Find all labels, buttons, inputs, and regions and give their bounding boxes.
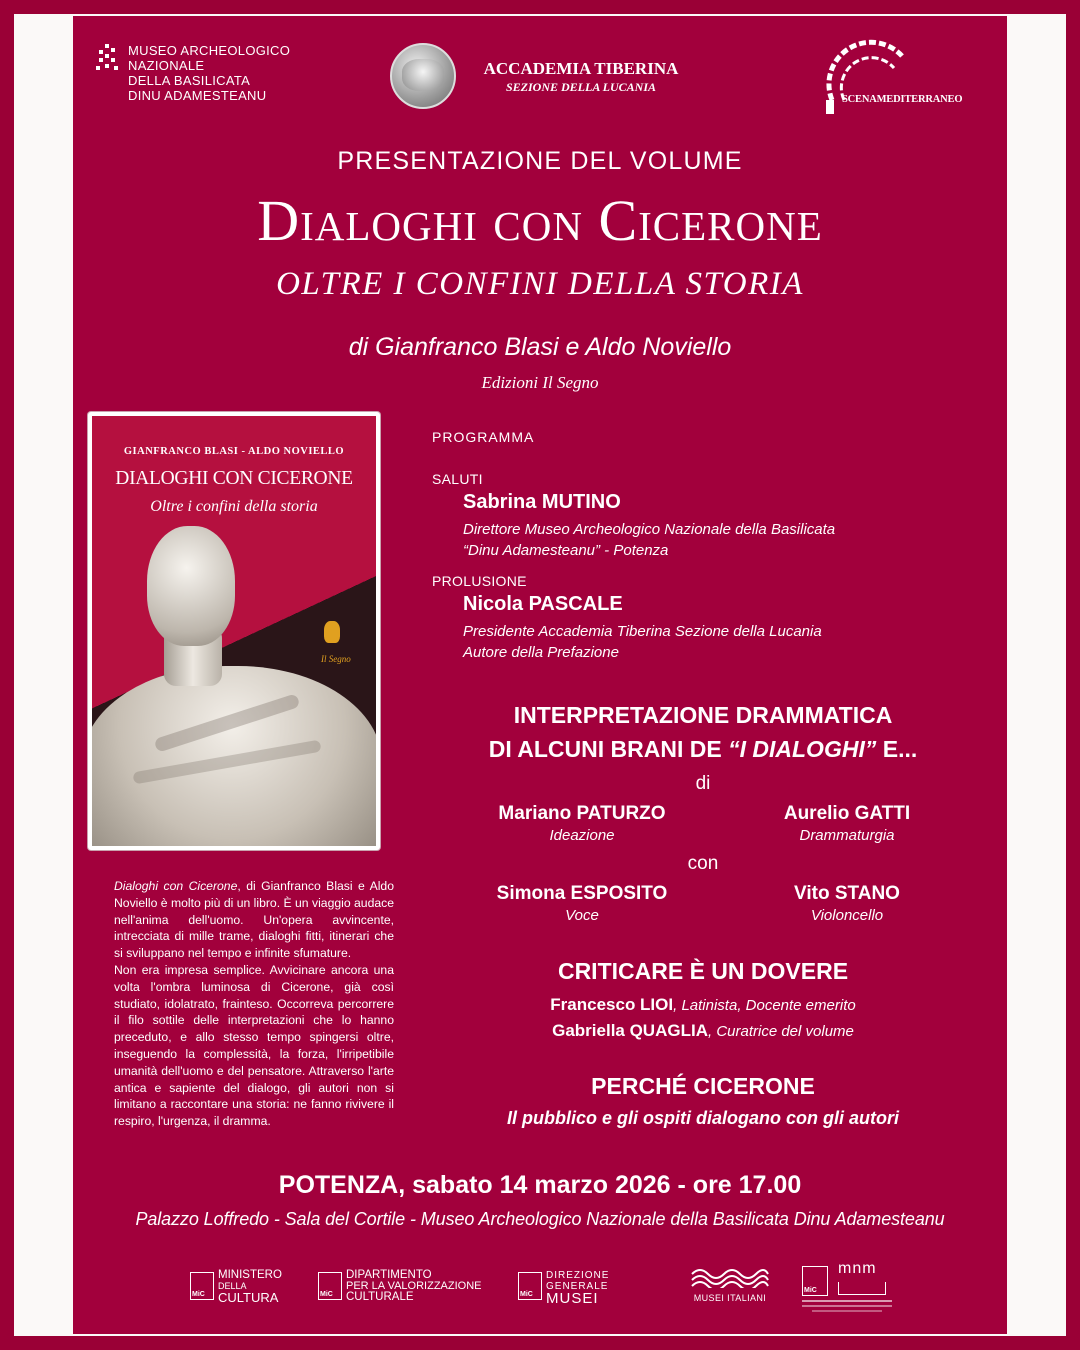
criticare-person-2	[420, 1021, 986, 1041]
person-role: Violoncello	[810, 907, 884, 924]
scenamediterraneo-logo-icon	[822, 36, 918, 126]
criticare-name: Francesco LIOI	[550, 995, 674, 1014]
prolusione-role-line: Autore della Prefazione	[463, 644, 619, 661]
perche-title: PERCHÉ CICERONE	[591, 1073, 815, 1099]
mnm-logo	[802, 1262, 892, 1316]
event-where: Palazzo Loffredo - Sala del Cortile - Museo Archeologico Nazionale della Basilicata Dinu Adamesteanu	[135, 1209, 945, 1229]
mic-icon: MiC	[318, 1272, 342, 1300]
book-subtitle: Oltre i confini della storia	[150, 498, 318, 515]
museum-logo-text	[128, 43, 290, 103]
book-publisher-mark: Il Segno	[321, 654, 351, 664]
prolusione-name: Nicola PASCALE	[463, 593, 623, 615]
person-esposito	[462, 883, 702, 924]
subtitle: OLTRE I CONFINI DELLA STORIA	[276, 266, 804, 302]
ministero-line: MINISTERO	[218, 1269, 282, 1281]
criticare-title: CRITICARE È UN DOVERE	[557, 958, 849, 984]
direzione-line: DIREZIONE	[546, 1270, 610, 1281]
prolusione-role	[463, 621, 822, 663]
interpretazione-line1: INTERPRETAZIONE DRAMMATICA	[513, 702, 893, 728]
direzione-line: GENERALE	[546, 1281, 609, 1292]
dipartimento-line: DIPARTIMENTO	[346, 1269, 432, 1281]
person-stano	[727, 883, 967, 924]
publisher-mark-icon	[324, 621, 340, 643]
perche-subtitle: Il pubblico e gli ospiti dialogano con gli autori	[506, 1108, 899, 1128]
description-paragraph: Non era impresa semplice. Avvicinare ancora una volta l'ombra luminosa di Cicerone, già così studiato, idolatrato, frainteso. Occorreva percorrere il filo sottile delle interpretazioni che lo hanno preceduto, e allo stesso tempo spingersi oltre, inseguendo la complessità, la forza, l'irripetibile umanità dell'uomo e del pensatore. Attraverso l'arte antica e sapiente del dialogo, gli autori non si limitano a raccontare una storia: ne fanno rivivere il respiro, l'urgenza, il dramma.	[114, 962, 394, 1129]
book-description	[114, 878, 394, 1130]
publisher-line: Edizioni Il Segno	[481, 373, 599, 392]
ministero-line: DELLA	[218, 1281, 247, 1291]
person-name: Aurelio GATTI	[783, 803, 911, 824]
museum-line: MUSEO ARCHEOLOGICO	[128, 43, 291, 58]
saluti-label: SALUTI	[432, 471, 483, 487]
museum-logo-icon	[96, 44, 122, 76]
dipartimento-logo	[318, 1270, 514, 1306]
saluti-role-line: “Dinu Adamesteanu” - Potenza	[463, 542, 669, 559]
academy-name: ACCADEMIA TIBERINA	[483, 59, 679, 78]
criticare-role: , Latinista, Docente emerito	[673, 997, 856, 1014]
main-title-word: Cicerone	[598, 188, 823, 253]
person-role: Voce	[565, 907, 599, 924]
mic-icon: MiC	[190, 1272, 214, 1300]
dipartimento-line: PER LA VALORIZZAZIONE	[346, 1280, 482, 1292]
programma-label: PROGRAMMA	[432, 429, 535, 445]
direzione-musei-logo	[518, 1270, 636, 1306]
event-when: POTENZA, sabato 14 marzo 2026 - ore 17.00	[278, 1171, 802, 1199]
museum-line: NAZIONALE	[128, 58, 205, 73]
person-name: Vito STANO	[794, 883, 900, 904]
main-title	[0, 186, 1080, 256]
statue-head-image	[147, 526, 235, 646]
pretitle: PRESENTAZIONE DEL VOLUME	[337, 147, 743, 175]
main-title-word: Dialoghi	[257, 188, 494, 253]
book-title: DIALOGHI CON CICERONE	[115, 468, 353, 489]
book-authors: GIANFRANCO BLASI - ALDO NOVIELLO	[123, 446, 345, 457]
prolusione-role-line: Presidente Accademia Tiberina Sezione della Lucania	[463, 623, 822, 640]
ministero-logo	[190, 1270, 302, 1306]
person-paturzo	[462, 803, 702, 844]
interpretazione-part: “I DIALOGHI”	[728, 736, 877, 762]
description-text: , di Gianfranco Blasi e Aldo Noviello è molto più di un libro. È un viaggio audace nell'anima dell'uomo. Un'opera avvincente, intrecciata di mille trame, dialoghi fitti, itinerari che si sviluppano nel tempo e infinite sfumature.	[114, 879, 394, 961]
musei-italiani-icon	[690, 1266, 770, 1288]
saluti-name: Sabrina MUTINO	[463, 491, 621, 513]
con-label: con	[687, 853, 719, 874]
interpretazione-part: E...	[876, 736, 918, 762]
person-role: Ideazione	[549, 827, 615, 844]
di-label: di	[695, 773, 711, 794]
direzione-line: MUSEI	[546, 1290, 599, 1307]
main-title-word: con	[493, 188, 599, 253]
museum-line: DELLA BASILICATA	[128, 73, 251, 88]
authors-line: di Gianfranco Blasi e Aldo Noviello	[348, 333, 732, 361]
musei-italiani-logo	[684, 1266, 776, 1306]
interpretazione-part: DI ALCUNI BRANI DE	[488, 736, 729, 762]
person-name: Simona ESPOSITO	[496, 883, 668, 904]
person-gatti	[727, 803, 967, 844]
museum-line: DINU ADAMESTEANU	[128, 88, 267, 103]
mic-icon: MiC	[518, 1272, 542, 1300]
mic-icon: MiC	[802, 1266, 828, 1296]
dipartimento-line: CULTURALE	[346, 1291, 414, 1303]
person-name: Mariano PATURZO	[498, 803, 666, 824]
musei-italiani-label: MUSEI ITALIANI	[693, 1293, 767, 1303]
academy-coin-icon	[390, 43, 456, 109]
saluti-role	[463, 519, 835, 561]
saluti-role-line: Direttore Museo Archeologico Nazionale della Basilicata	[463, 521, 836, 538]
mnm-label: mnm	[838, 1260, 877, 1277]
book-cover-image	[88, 412, 380, 850]
interpretazione-line2	[420, 736, 986, 763]
person-role: Drammaturgia	[799, 827, 895, 844]
criticare-person-1	[420, 995, 986, 1015]
scenamediterraneo-name: SCENAMEDITERRANEO	[842, 94, 963, 105]
mnm-mark-icon	[838, 1282, 886, 1295]
criticare-name: Gabriella QUAGLIA	[552, 1021, 708, 1040]
prolusione-label: PROLUSIONE	[432, 573, 527, 589]
ministero-line: CULTURA	[218, 1290, 279, 1305]
academy-section: SEZIONE DELLA LUCANIA	[505, 80, 657, 94]
description-paragraph	[114, 878, 394, 962]
description-title: Dialoghi con Cicerone	[114, 879, 238, 893]
criticare-role: , Curatrice del volume	[707, 1023, 854, 1040]
